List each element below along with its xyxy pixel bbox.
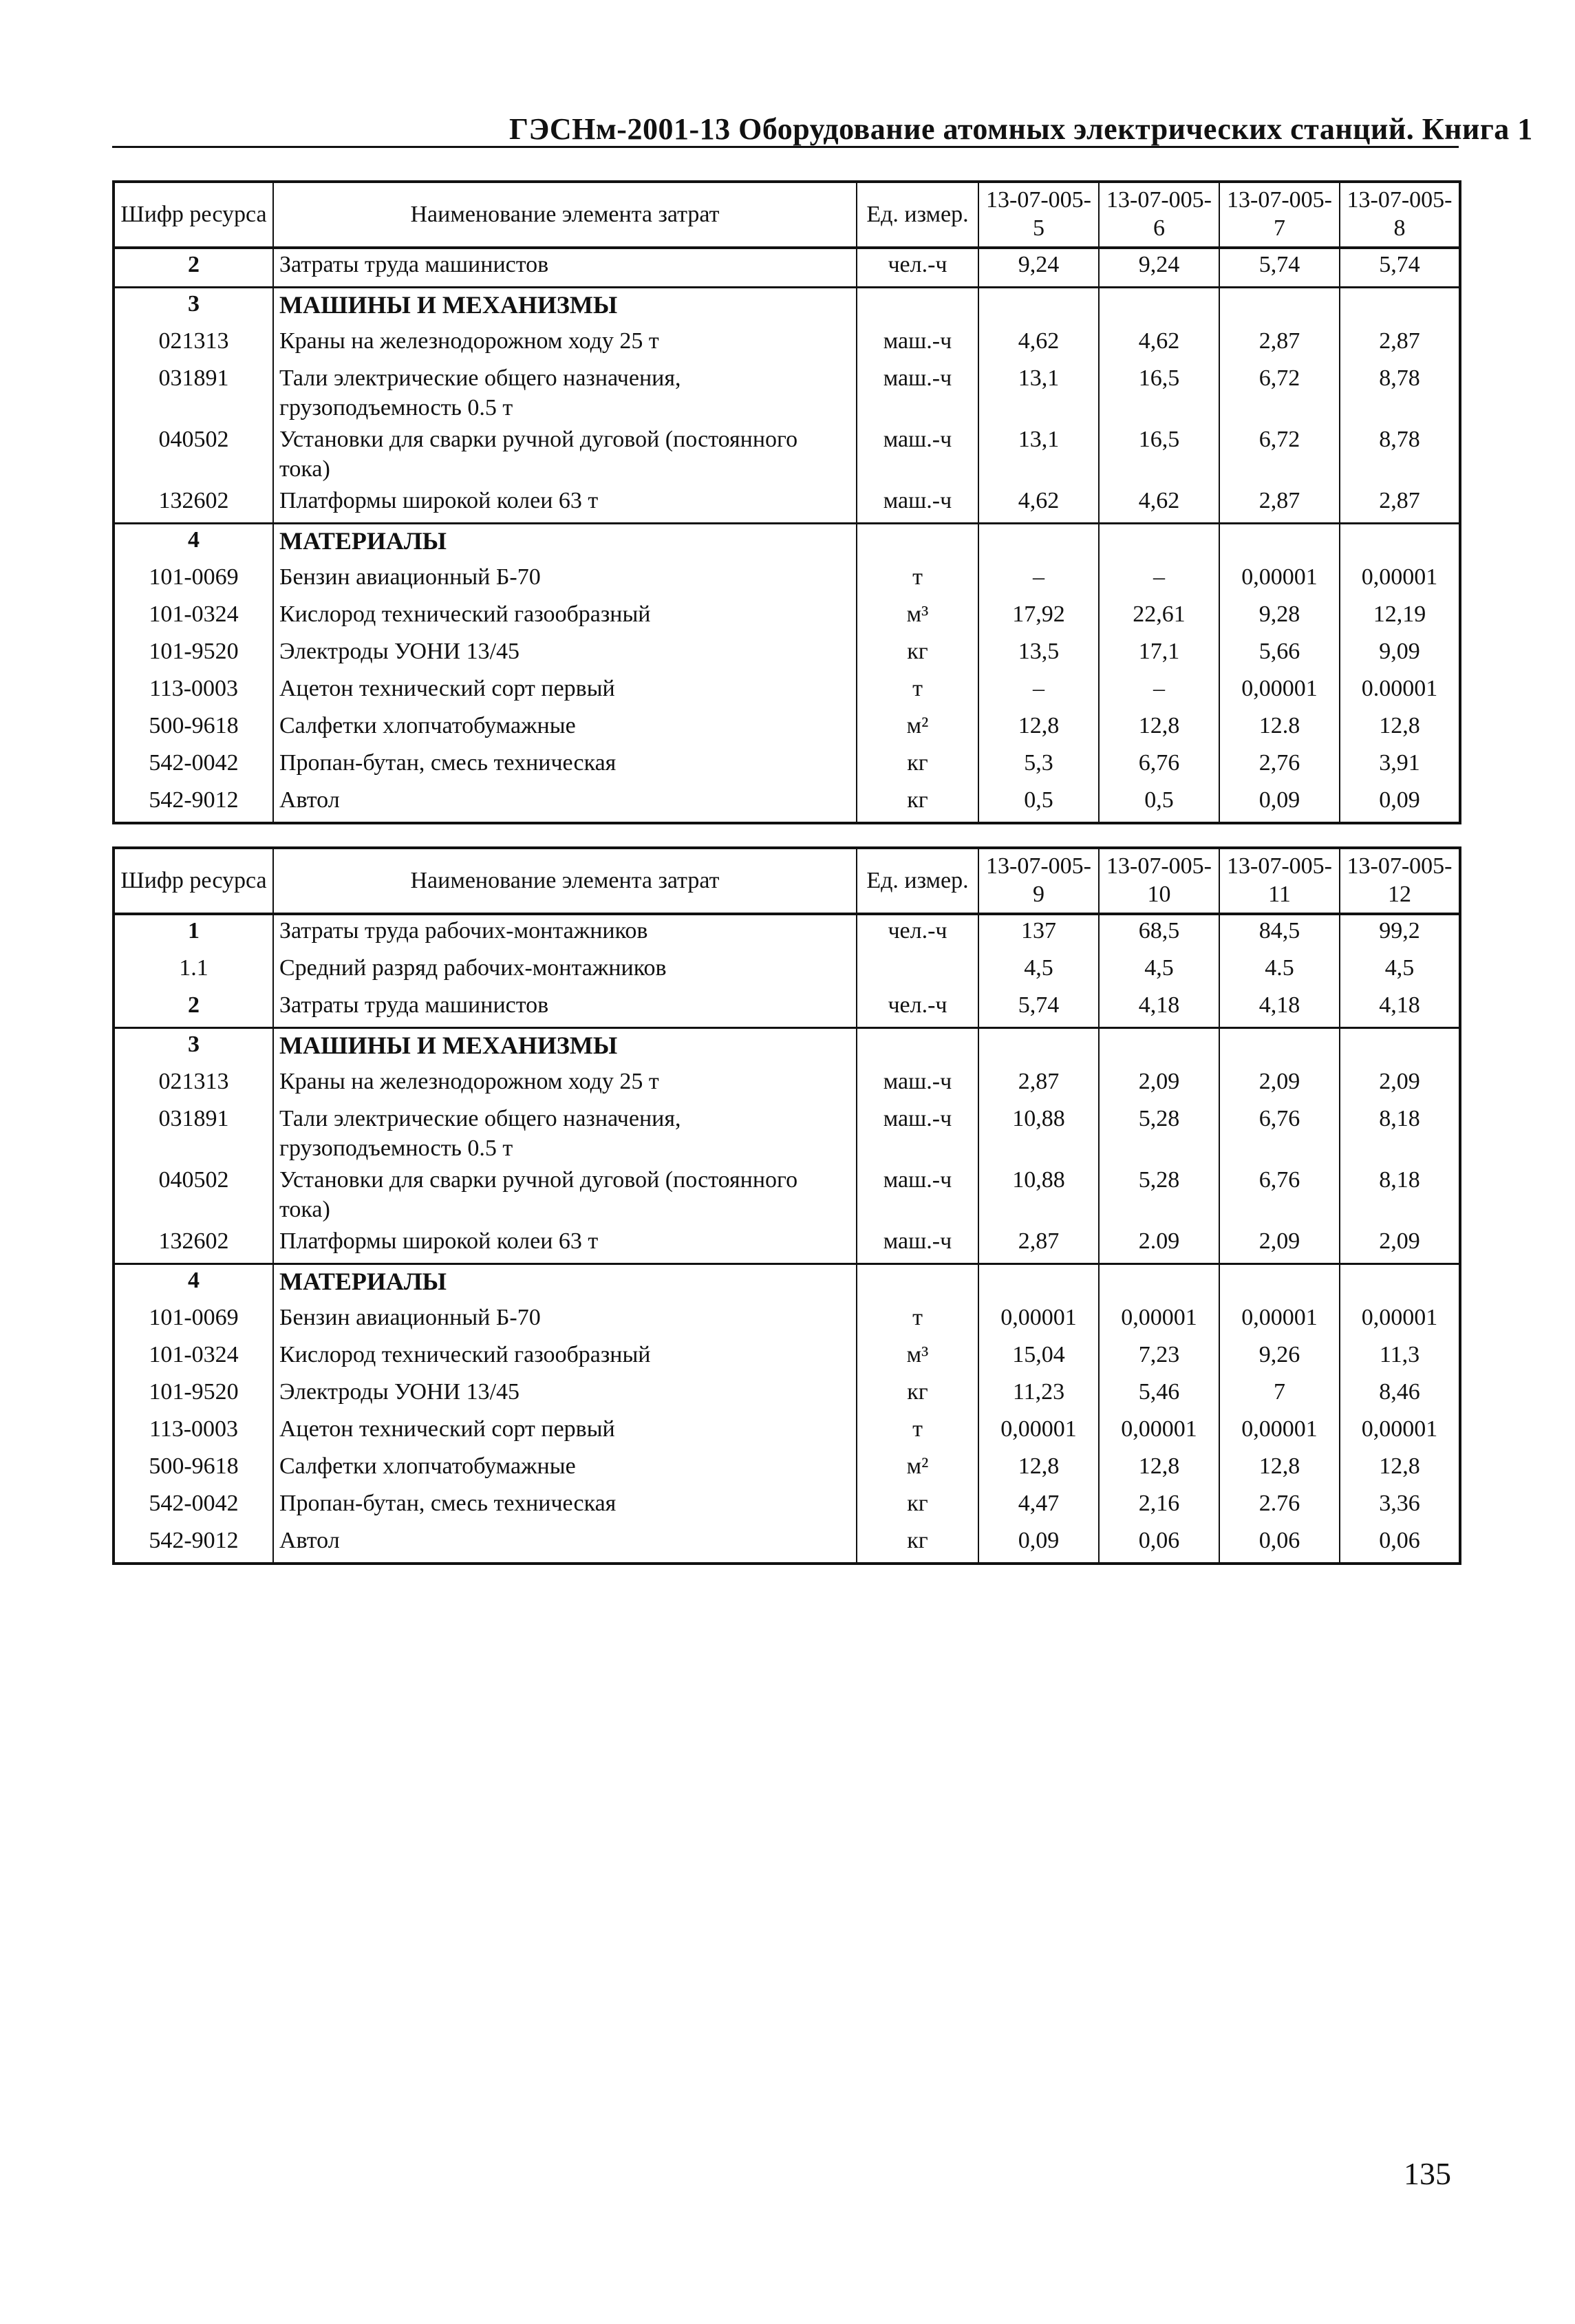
norm-value [978, 1028, 1099, 1067]
norm-value: 5,74 [1340, 248, 1460, 288]
resource-name: Тали электрические общего назначения, грузоподъемность 0.5 т [273, 363, 857, 424]
resource-unit [857, 524, 978, 562]
norm-value: 12,8 [1099, 710, 1219, 747]
norm-value: 4,18 [1099, 990, 1219, 1028]
norm-value: 137 [978, 914, 1099, 952]
resource-name: Затраты труда рабочих-монтажников [273, 914, 857, 952]
resource-name: Затраты труда машинистов [273, 248, 857, 288]
norm-value: 4,5 [1340, 952, 1460, 990]
norm-value: 99,2 [1340, 914, 1460, 952]
norm-value: 5,66 [1219, 636, 1340, 673]
resource-unit: т [857, 1414, 978, 1451]
norm-value [1099, 1264, 1219, 1303]
resource-code: 021313 [114, 326, 273, 363]
norm-value: 6,76 [1099, 747, 1219, 785]
norm-value: 7 [1219, 1376, 1340, 1414]
resource-unit: чел.-ч [857, 990, 978, 1028]
norm-value: 0,00001 [1099, 1414, 1219, 1451]
table-row [114, 1525, 1460, 1564]
resource-unit: чел.-ч [857, 248, 978, 288]
table-row [114, 485, 1460, 524]
resource-name: Затраты труда машинистов [273, 990, 857, 1028]
norm-value: 4,62 [978, 485, 1099, 524]
resource-name: Пропан-бутан, смесь техническая [273, 1488, 857, 1525]
norm-value: 2,87 [1219, 326, 1340, 363]
header-norm: 13-07-005-7 [1219, 182, 1340, 248]
resource-name: Тали электрические общего назначения, грузоподъемность 0.5 т [273, 1103, 857, 1164]
resource-unit: маш.-ч [857, 326, 978, 363]
resource-code: 101-0069 [114, 562, 273, 599]
norm-value: 6,76 [1219, 1103, 1340, 1164]
norm-value [978, 288, 1099, 326]
norm-value: 2,09 [1219, 1066, 1340, 1103]
resource-code: 2 [114, 248, 273, 288]
resource-unit: маш.-ч [857, 485, 978, 524]
resource-name: Установки для сварки ручной дуговой (постоянного тока) [273, 1164, 857, 1226]
page-number: 135 [1404, 2156, 1451, 2191]
table-row [114, 785, 1460, 823]
resource-code: 101-0324 [114, 1339, 273, 1376]
norm-value [1099, 524, 1219, 562]
norm-value: 13,5 [978, 636, 1099, 673]
norm-value [1340, 524, 1460, 562]
resource-unit: маш.-ч [857, 363, 978, 424]
norm-value [1219, 288, 1340, 326]
cost-table-1 [112, 180, 1461, 824]
norm-value: 4,18 [1219, 990, 1340, 1028]
resource-code: 101-0069 [114, 1302, 273, 1339]
resource-unit [857, 288, 978, 326]
norm-value: 2,87 [978, 1226, 1099, 1264]
norm-value: 68,5 [1099, 914, 1219, 952]
header-code: Шифр ресурса [114, 848, 273, 914]
resource-code: 542-0042 [114, 1488, 273, 1525]
resource-name: Пропан-бутан, смесь техническая [273, 747, 857, 785]
resource-unit: кг [857, 1488, 978, 1525]
resource-name: Краны на железнодорожном ходу 25 т [273, 1066, 857, 1103]
resource-unit [857, 1264, 978, 1303]
resource-name: Электроды УОНИ 13/45 [273, 636, 857, 673]
resource-unit: т [857, 673, 978, 710]
norm-value: 4,62 [1099, 326, 1219, 363]
resource-code: 4 [114, 524, 273, 562]
resource-unit: маш.-ч [857, 1164, 978, 1226]
norm-value: 9,28 [1219, 599, 1340, 636]
resource-name: Автол [273, 1525, 857, 1564]
norm-value [1099, 1028, 1219, 1067]
norm-value [1340, 1028, 1460, 1067]
resource-unit: м³ [857, 1339, 978, 1376]
table-row [114, 1414, 1460, 1451]
table-row [114, 1302, 1460, 1339]
norm-value: 9,09 [1340, 636, 1460, 673]
norm-value [1340, 288, 1460, 326]
norm-value: 0,09 [1340, 785, 1460, 823]
table-row [114, 1103, 1460, 1164]
norm-value: – [1099, 673, 1219, 710]
resource-code: 2 [114, 990, 273, 1028]
norm-value: 9,26 [1219, 1339, 1340, 1376]
norm-value: 2,87 [1340, 485, 1460, 524]
norm-value: 7,23 [1099, 1339, 1219, 1376]
resource-name: Ацетон технический сорт первый [273, 673, 857, 710]
norm-value: 5,46 [1099, 1376, 1219, 1414]
table-row [114, 673, 1460, 710]
norm-value: 16,5 [1099, 424, 1219, 485]
norm-value: 2,09 [1099, 1066, 1219, 1103]
norm-value: 13,1 [978, 424, 1099, 485]
norm-value: 0,5 [978, 785, 1099, 823]
norm-value: 6,72 [1219, 363, 1340, 424]
resource-code: 040502 [114, 424, 273, 485]
norm-value [978, 524, 1099, 562]
norm-value: 17,92 [978, 599, 1099, 636]
resource-code: 101-9520 [114, 1376, 273, 1414]
norm-value: 4,5 [978, 952, 1099, 990]
section-row [114, 524, 1460, 562]
resource-code: 101-9520 [114, 636, 273, 673]
resource-code: 031891 [114, 1103, 273, 1164]
norm-value: 0,00001 [978, 1414, 1099, 1451]
page-header-title: ГЭСНм-2001-13 Оборудование атомных электрических станций. Книга 1 [509, 112, 1533, 146]
header-unit: Ед. измер. [857, 848, 978, 914]
norm-value: 0,00001 [1340, 1302, 1460, 1339]
norm-value: 4,62 [978, 326, 1099, 363]
resource-name: Кислород технический газообразный [273, 599, 857, 636]
resource-unit: чел.-ч [857, 914, 978, 952]
norm-value: 6,76 [1219, 1164, 1340, 1226]
resource-unit: маш.-ч [857, 1226, 978, 1264]
norm-value: 12.8 [1219, 710, 1340, 747]
norm-value: 2.76 [1219, 1488, 1340, 1525]
norm-value: 9,24 [1099, 248, 1219, 288]
header-norm: 13-07-005-11 [1219, 848, 1340, 914]
resource-code: 542-9012 [114, 1525, 273, 1564]
resource-name: Электроды УОНИ 13/45 [273, 1376, 857, 1414]
norm-value: 0,00001 [1340, 1414, 1460, 1451]
norm-value: 0,09 [978, 1525, 1099, 1564]
norm-value: 0,09 [1219, 785, 1340, 823]
norm-value: 2,16 [1099, 1488, 1219, 1525]
norm-value: 6,72 [1219, 424, 1340, 485]
norm-value: 12,8 [978, 1451, 1099, 1488]
resource-name: МАШИНЫ И МЕХАНИЗМЫ [273, 288, 857, 326]
norm-value: 12,8 [1219, 1451, 1340, 1488]
norm-value: 2,87 [1340, 326, 1460, 363]
norm-value: 8,78 [1340, 363, 1460, 424]
resource-code: 3 [114, 288, 273, 326]
table-row [114, 248, 1460, 288]
resource-unit: кг [857, 636, 978, 673]
header-norm: 13-07-005-9 [978, 848, 1099, 914]
section-row [114, 288, 1460, 326]
norm-value: 12,8 [1340, 1451, 1460, 1488]
norm-value: 8,78 [1340, 424, 1460, 485]
resource-unit [857, 952, 978, 990]
resource-name: Бензин авиационный Б-70 [273, 562, 857, 599]
resource-code: 132602 [114, 1226, 273, 1264]
norm-value: – [978, 562, 1099, 599]
resource-code: 031891 [114, 363, 273, 424]
resource-name: Ацетон технический сорт первый [273, 1414, 857, 1451]
table-row [114, 1339, 1460, 1376]
norm-value: 2,09 [1340, 1226, 1460, 1264]
header-norm: 13-07-005-5 [978, 182, 1099, 248]
norm-value: 12,8 [1099, 1451, 1219, 1488]
resource-name: Салфетки хлопчатобумажные [273, 710, 857, 747]
norm-value: 0,00001 [1219, 1414, 1340, 1451]
norm-value: 0,00001 [1219, 673, 1340, 710]
norm-value [1099, 288, 1219, 326]
resource-unit [857, 1028, 978, 1067]
resource-unit: маш.-ч [857, 424, 978, 485]
norm-value: 8,46 [1340, 1376, 1460, 1414]
table-header-row [114, 182, 1460, 248]
header-norm: 13-07-005-12 [1340, 848, 1460, 914]
resource-code: 3 [114, 1028, 273, 1067]
norm-value: 0,5 [1099, 785, 1219, 823]
norm-value: 0,06 [1219, 1525, 1340, 1564]
norm-value: 84,5 [1219, 914, 1340, 952]
norm-value: 0.00001 [1340, 673, 1460, 710]
resource-unit: м³ [857, 599, 978, 636]
norm-value: 2,09 [1219, 1226, 1340, 1264]
resource-code: 500-9618 [114, 710, 273, 747]
resource-name: Автол [273, 785, 857, 823]
norm-value: 10,88 [978, 1164, 1099, 1226]
norm-value [1340, 1264, 1460, 1303]
norm-value: 4,62 [1099, 485, 1219, 524]
norm-value: 0,00001 [1219, 1302, 1340, 1339]
section-row [114, 1028, 1460, 1067]
resource-name: МАТЕРИАЛЫ [273, 1264, 857, 1303]
norm-value [978, 1264, 1099, 1303]
header-rule [112, 146, 1459, 148]
resource-code: 101-0324 [114, 599, 273, 636]
norm-value: 2,87 [978, 1066, 1099, 1103]
header-code: Шифр ресурса [114, 182, 273, 248]
norm-value: 5,3 [978, 747, 1099, 785]
table-row [114, 1488, 1460, 1525]
resource-code: 132602 [114, 485, 273, 524]
resource-code: 021313 [114, 1066, 273, 1103]
norm-value: 5,28 [1099, 1164, 1219, 1226]
header-norm: 13-07-005-6 [1099, 182, 1219, 248]
norm-value: 9,24 [978, 248, 1099, 288]
resource-code: 113-0003 [114, 673, 273, 710]
resource-name: Установки для сварки ручной дуговой (постоянного тока) [273, 424, 857, 485]
table-row [114, 990, 1460, 1028]
resource-code: 113-0003 [114, 1414, 273, 1451]
norm-value: 22,61 [1099, 599, 1219, 636]
resource-code: 500-9618 [114, 1451, 273, 1488]
norm-value: 5,74 [978, 990, 1099, 1028]
resource-unit: кг [857, 1376, 978, 1414]
resource-name: Салфетки хлопчатобумажные [273, 1451, 857, 1488]
norm-value: 4,47 [978, 1488, 1099, 1525]
norm-value: – [1099, 562, 1219, 599]
norm-value: 0,06 [1340, 1525, 1460, 1564]
norm-value: 0,00001 [1340, 562, 1460, 599]
norm-value: 2,09 [1340, 1066, 1460, 1103]
norm-value: 4.5 [1219, 952, 1340, 990]
resource-code: 1.1 [114, 952, 273, 990]
norm-value: 4,5 [1099, 952, 1219, 990]
norm-value: 3,91 [1340, 747, 1460, 785]
norm-value: 15,04 [978, 1339, 1099, 1376]
norm-value: 0,00001 [978, 1302, 1099, 1339]
resource-unit: маш.-ч [857, 1103, 978, 1164]
table-row [114, 636, 1460, 673]
resource-name: Бензин авиационный Б-70 [273, 1302, 857, 1339]
norm-value: 11,23 [978, 1376, 1099, 1414]
table-row [114, 599, 1460, 636]
norm-value: 16,5 [1099, 363, 1219, 424]
table-row [114, 1164, 1460, 1226]
norm-value [1219, 1028, 1340, 1067]
header-name: Наименование элемента затрат [273, 848, 857, 914]
norm-value: 0,00001 [1219, 562, 1340, 599]
table-row [114, 326, 1460, 363]
norm-value: 10,88 [978, 1103, 1099, 1164]
table-header-row [114, 848, 1460, 914]
cost-table-2 [112, 846, 1461, 1565]
header-name: Наименование элемента затрат [273, 182, 857, 248]
norm-value: 8,18 [1340, 1164, 1460, 1226]
resource-unit: м² [857, 710, 978, 747]
resource-unit: м² [857, 1451, 978, 1488]
resource-unit: кг [857, 1525, 978, 1564]
norm-value: 12,19 [1340, 599, 1460, 636]
norm-value: 5,74 [1219, 248, 1340, 288]
resource-name: МАТЕРИАЛЫ [273, 524, 857, 562]
norm-value: 17,1 [1099, 636, 1219, 673]
table-row [114, 1376, 1460, 1414]
resource-unit: т [857, 1302, 978, 1339]
norm-value: 0,06 [1099, 1525, 1219, 1564]
table-row [114, 710, 1460, 747]
resource-name: Кислород технический газообразный [273, 1339, 857, 1376]
header-norm: 13-07-005-8 [1340, 182, 1460, 248]
resource-unit: т [857, 562, 978, 599]
resource-code: 4 [114, 1264, 273, 1303]
norm-value: 5,28 [1099, 1103, 1219, 1164]
resource-name: Краны на железнодорожном ходу 25 т [273, 326, 857, 363]
table-row [114, 1226, 1460, 1264]
section-row [114, 1264, 1460, 1303]
norm-value: 12,8 [978, 710, 1099, 747]
table-row [114, 363, 1460, 424]
norm-value: 2.09 [1099, 1226, 1219, 1264]
norm-value: 8,18 [1340, 1103, 1460, 1164]
norm-value [1219, 1264, 1340, 1303]
norm-value: 4,18 [1340, 990, 1460, 1028]
norm-value: 12,8 [1340, 710, 1460, 747]
table-row [114, 747, 1460, 785]
table-row [114, 1066, 1460, 1103]
table-row [114, 562, 1460, 599]
resource-code: 1 [114, 914, 273, 952]
norm-value: 2,76 [1219, 747, 1340, 785]
norm-value: 13,1 [978, 363, 1099, 424]
norm-value: 11,3 [1340, 1339, 1460, 1376]
resource-name: МАШИНЫ И МЕХАНИЗМЫ [273, 1028, 857, 1067]
norm-value: 0,00001 [1099, 1302, 1219, 1339]
header-norm: 13-07-005-10 [1099, 848, 1219, 914]
table-row [114, 1451, 1460, 1488]
resource-name: Платформы широкой колеи 63 т [273, 1226, 857, 1264]
resource-unit: маш.-ч [857, 1066, 978, 1103]
norm-value: – [978, 673, 1099, 710]
resource-unit: кг [857, 747, 978, 785]
norm-value: 2,87 [1219, 485, 1340, 524]
resource-name: Средний разряд рабочих-монтажников [273, 952, 857, 990]
norm-value [1219, 524, 1340, 562]
resource-code: 040502 [114, 1164, 273, 1226]
table-row [114, 914, 1460, 952]
header-unit: Ед. измер. [857, 182, 978, 248]
table-row [114, 424, 1460, 485]
norm-value: 3,36 [1340, 1488, 1460, 1525]
resource-name: Платформы широкой колеи 63 т [273, 485, 857, 524]
resource-unit: кг [857, 785, 978, 823]
resource-code: 542-9012 [114, 785, 273, 823]
table-row [114, 952, 1460, 990]
resource-code: 542-0042 [114, 747, 273, 785]
